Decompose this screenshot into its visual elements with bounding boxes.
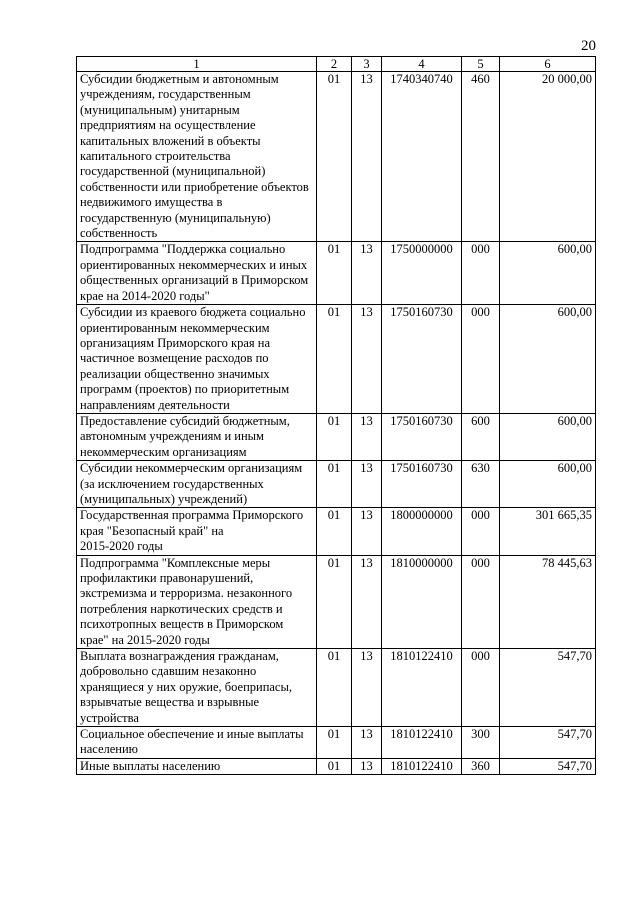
row-section-code: 01 bbox=[317, 555, 352, 648]
row-target-article: 1810000000 bbox=[382, 555, 462, 648]
row-expense-type: 630 bbox=[462, 461, 500, 508]
table-row bbox=[77, 555, 596, 648]
row-amount: 20 000,00 bbox=[500, 72, 596, 242]
column-header-6: 6 bbox=[500, 57, 596, 72]
row-subsection-code: 13 bbox=[352, 72, 382, 242]
row-description: Социальное обеспечение и иные выплаты населению bbox=[77, 727, 317, 759]
row-description: Субсидии из краевого бюджета социально ориентированным некоммерческим организациям Приморского края на частичное возмещение расходов по реализации общественно значимых программ (проектов) по приоритетным направлениям деятельности bbox=[77, 305, 317, 414]
row-subsection-code: 13 bbox=[352, 461, 382, 508]
column-header-3: 3 bbox=[352, 57, 382, 72]
row-expense-type: 600 bbox=[462, 413, 500, 460]
row-expense-type: 300 bbox=[462, 727, 500, 759]
row-target-article: 1750160730 bbox=[382, 461, 462, 508]
row-description: Субсидии бюджетным и автономным учреждениям, государственным (муниципальным) унитарным предприятиям на осуществление капитальных вложений в объекты капитального строительства государственной (муниципальной) собственности или приобретение объектов недвижимого имущества в государственную (муниципальную) собственность bbox=[77, 72, 317, 242]
budget-table bbox=[76, 56, 596, 775]
row-amount: 600,00 bbox=[500, 305, 596, 414]
row-description: Иные выплаты населению bbox=[77, 758, 317, 774]
row-expense-type: 460 bbox=[462, 72, 500, 242]
row-subsection-code: 13 bbox=[352, 305, 382, 414]
row-section-code: 01 bbox=[317, 758, 352, 774]
row-expense-type: 000 bbox=[462, 305, 500, 414]
row-section-code: 01 bbox=[317, 461, 352, 508]
page-number: 20 bbox=[581, 38, 596, 54]
table-row bbox=[77, 758, 596, 774]
row-section-code: 01 bbox=[317, 242, 352, 305]
row-section-code: 01 bbox=[317, 305, 352, 414]
row-amount: 547,70 bbox=[500, 727, 596, 759]
row-subsection-code: 13 bbox=[352, 508, 382, 555]
table-row bbox=[77, 72, 596, 242]
row-description: Подпрограмма "Комплексные меры профилактики правонарушений, экстремизма и терроризма. незаконного потребления наркотических средств и психотропных веществ в Приморском крае" на 2015-2020 годы bbox=[77, 555, 317, 648]
row-target-article: 1810122410 bbox=[382, 727, 462, 759]
row-target-article: 1750000000 bbox=[382, 242, 462, 305]
row-target-article: 1740340740 bbox=[382, 72, 462, 242]
table-row bbox=[77, 508, 596, 555]
row-description: Государственная программа Приморского края "Безопасный край" на 2015-2020 годы bbox=[77, 508, 317, 555]
row-target-article: 1750160730 bbox=[382, 305, 462, 414]
row-amount: 600,00 bbox=[500, 413, 596, 460]
table-row bbox=[77, 242, 596, 305]
row-section-code: 01 bbox=[317, 727, 352, 759]
row-section-code: 01 bbox=[317, 72, 352, 242]
row-expense-type: 000 bbox=[462, 649, 500, 727]
row-expense-type: 000 bbox=[462, 242, 500, 305]
row-section-code: 01 bbox=[317, 508, 352, 555]
row-description: Выплата вознаграждения гражданам, добровольно сдавшим незаконно хранящиеся у них оружие, боеприпасы, взрывчатые вещества и взрывные устройства bbox=[77, 649, 317, 727]
row-amount: 78 445,63 bbox=[500, 555, 596, 648]
table-row bbox=[77, 305, 596, 414]
row-amount: 600,00 bbox=[500, 242, 596, 305]
row-amount: 600,00 bbox=[500, 461, 596, 508]
row-amount: 547,70 bbox=[500, 758, 596, 774]
row-expense-type: 360 bbox=[462, 758, 500, 774]
row-target-article: 1750160730 bbox=[382, 413, 462, 460]
column-header-5: 5 bbox=[462, 57, 500, 72]
column-header-4: 4 bbox=[382, 57, 462, 72]
row-amount: 301 665,35 bbox=[500, 508, 596, 555]
table-row bbox=[77, 461, 596, 508]
row-section-code: 01 bbox=[317, 413, 352, 460]
row-target-article: 1810122410 bbox=[382, 649, 462, 727]
table-header-row bbox=[77, 57, 596, 72]
row-section-code: 01 bbox=[317, 649, 352, 727]
row-subsection-code: 13 bbox=[352, 758, 382, 774]
row-subsection-code: 13 bbox=[352, 649, 382, 727]
row-subsection-code: 13 bbox=[352, 555, 382, 648]
table-body bbox=[77, 72, 596, 775]
row-subsection-code: 13 bbox=[352, 242, 382, 305]
column-header-2: 2 bbox=[317, 57, 352, 72]
table-row bbox=[77, 413, 596, 460]
row-subsection-code: 13 bbox=[352, 727, 382, 759]
row-subsection-code: 13 bbox=[352, 413, 382, 460]
row-description: Предоставление субсидий бюджетным, автономным учреждениям и иным некоммерческим организациям bbox=[77, 413, 317, 460]
row-description: Подпрограмма "Поддержка социально ориентированных некоммерческих и иных общественных организаций в Приморском крае на 2014-2020 годы" bbox=[77, 242, 317, 305]
table-row bbox=[77, 727, 596, 759]
row-target-article: 1800000000 bbox=[382, 508, 462, 555]
row-expense-type: 000 bbox=[462, 508, 500, 555]
column-header-1: 1 bbox=[77, 57, 317, 72]
row-description: Субсидии некоммерческим организациям (за исключением государственных (муниципальных) учреждений) bbox=[77, 461, 317, 508]
row-target-article: 1810122410 bbox=[382, 758, 462, 774]
row-expense-type: 000 bbox=[462, 555, 500, 648]
row-amount: 547,70 bbox=[500, 649, 596, 727]
table-row bbox=[77, 649, 596, 727]
